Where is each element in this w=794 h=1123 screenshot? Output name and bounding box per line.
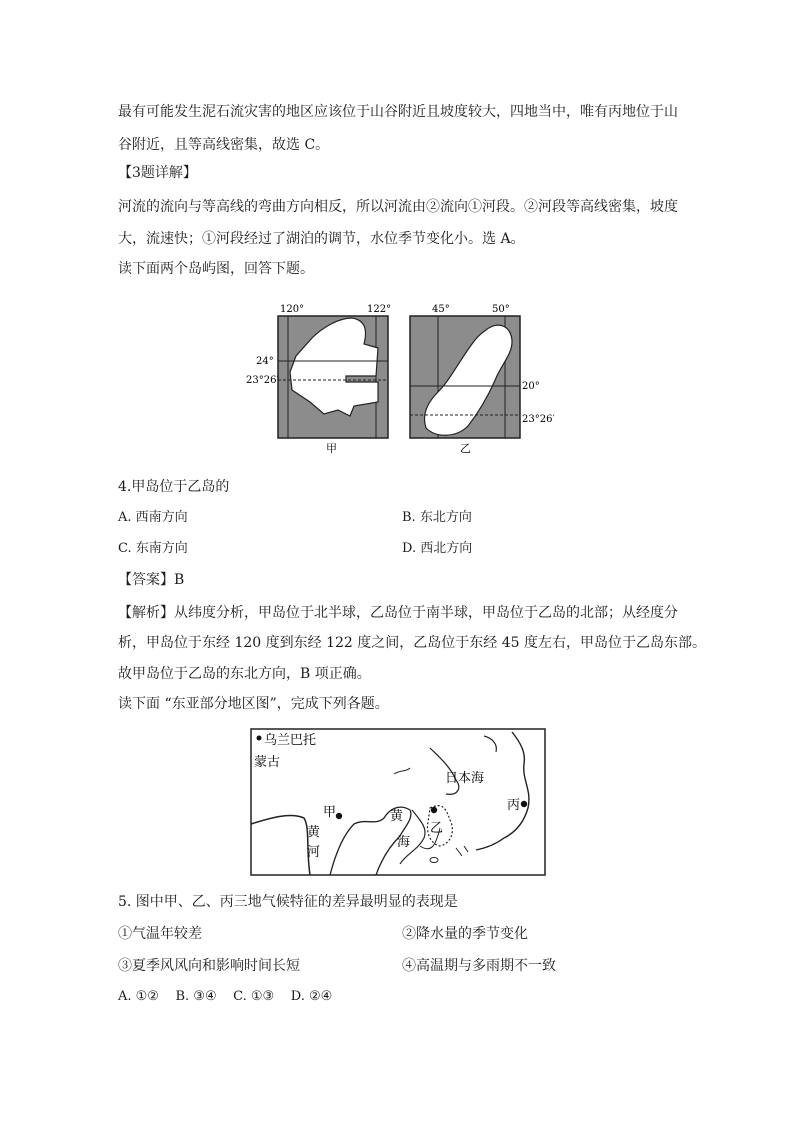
question-5-choices: A. ①② B. ③④ C. ①③ D. ②④ xyxy=(118,989,333,1004)
option-b: B. 东北方向 xyxy=(402,510,472,525)
option-2: ②降水量的季节变化 xyxy=(402,926,528,942)
jia-caption: 甲 xyxy=(326,442,337,455)
option-c: C. 东南方向 xyxy=(118,541,188,556)
label-yellow-sea-1: 黄 xyxy=(390,809,404,824)
analysis-line: 析，甲岛位于东经 120 度到东经 122 度之间，乙岛位于东经 45 度左右，甲岛位于乙岛东部。 xyxy=(118,635,706,651)
point-bing-dot xyxy=(521,801,527,807)
option-d: D. 西北方向 xyxy=(402,541,473,556)
label-sea-of-japan: 日本海 xyxy=(445,771,485,786)
ulaanbaatar-dot xyxy=(257,736,262,741)
point-yi-dot xyxy=(431,807,437,813)
analysis-line: 故甲岛位于乙岛的东北方向，B 项正确。 xyxy=(118,666,371,682)
yi-lat-20: 20° xyxy=(522,381,540,392)
option-4: ④高温期与多雨期不一致 xyxy=(402,958,556,974)
paragraph-line: 大，流速快；①河段经过了湖泊的调节，水位季节变化小。选 A。 xyxy=(118,231,525,247)
yi-lat-tropic: 23°26′ xyxy=(522,414,555,425)
question-intro: 读下面两个岛屿图，回答下题。 xyxy=(118,261,314,277)
label-yi: 乙 xyxy=(430,821,444,836)
island-yi-map xyxy=(410,316,520,438)
label-ulaanbaatar: 乌兰巴托 xyxy=(264,733,317,748)
label-yellow-sea-2: 海 xyxy=(397,835,411,850)
yi-lon-left: 45° xyxy=(432,304,450,315)
label-mongolia: 蒙古 xyxy=(254,755,281,770)
question-4-stem: 4.甲岛位于乙岛的 xyxy=(118,479,230,495)
option-1: ①气温年较差 xyxy=(118,926,202,942)
point-jia-dot xyxy=(336,813,342,819)
answer: 【答案】B xyxy=(118,572,185,588)
paragraph-line: 谷附近，且等高线密集，故选 C。 xyxy=(118,137,330,153)
question-intro: 读下面 “东亚部分地区图”，完成下列各题。 xyxy=(118,696,389,712)
analysis-line: 【解析】从纬度分析，甲岛位于北半球，乙岛位于南半球，甲岛位于乙岛的北部；从经度分 xyxy=(118,605,678,621)
paragraph-line: 最有可能发生泥石流灾害的地区应该位于山谷附近且坡度较大，四地当中，唯有丙地位于山 xyxy=(118,104,678,120)
yi-caption: 乙 xyxy=(460,442,471,455)
jia-lon-right: 122° xyxy=(367,304,392,315)
yi-lon-right: 50° xyxy=(492,304,510,315)
jia-lon-left: 120° xyxy=(280,304,305,315)
east-asia-map xyxy=(250,728,546,876)
island-jia-map xyxy=(278,316,388,438)
label-jia: 甲 xyxy=(323,805,337,820)
section-heading-3: 【3题详解】 xyxy=(118,165,197,181)
island-figure xyxy=(246,298,555,458)
label-yellow-river-1: 黄 xyxy=(307,825,321,840)
label-bing: 丙 xyxy=(507,798,521,813)
jia-lat-tropic: 23°26′ xyxy=(246,375,279,386)
label-yellow-river-2: 河 xyxy=(307,845,321,860)
question-5-stem: 5. 图中甲、乙、丙三地气候特征的差异最明显的表现是 xyxy=(118,894,458,910)
option-a: A. 西南方向 xyxy=(118,510,188,525)
option-3: ③夏季风风向和影响时间长短 xyxy=(118,958,300,974)
jia-lat-24: 24° xyxy=(256,356,274,367)
paragraph-line: 河流的流向与等高线的弯曲方向相反，所以河流由②流向①河段。②河段等高线密集，坡度 xyxy=(118,199,678,215)
